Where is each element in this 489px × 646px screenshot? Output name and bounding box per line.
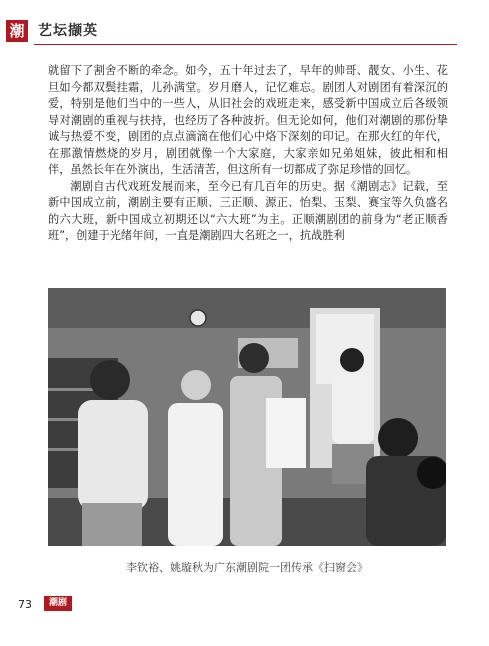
page-header <box>0 0 489 48</box>
chaoju-logo-icon: 潮剧 <box>44 596 72 611</box>
section-title: 艺坛撷英 <box>38 23 98 39</box>
paragraph-1: 就留下了割舍不断的牵念。如今，五十年过去了，早年的帅哥、靓女、小生、花旦如今都双鬓挂霜，儿孙满堂。岁月磨人，记忆难忘。剧团人对剧团有着深沉的爱，特别是他们当中的一些人，从旧社会的戏班走来，感受新中国成立后各级领导对潮剧的重视与扶持，也经历了各种波折。但无论如何，他们对潮剧的那份挚诚与热爱不变，剧团的点点滴滴在他们心中烙下深刻的印记。在那火红的年代，在那激情燃烧的岁月，剧团就像一个大家庭，大家亲如兄弟姐妹，彼此相和相伴，虽然长年在外演出，生活清苦，但这所有一切都成了弥足珍惜的回忆。 <box>48 64 448 176</box>
chao-logo-icon: 潮 <box>6 20 28 42</box>
article-body <box>48 63 448 245</box>
header-divider <box>34 44 457 45</box>
photo-caption: 李钦裕、姚璇秋为广东潮剧院一团传承《扫窗会》 <box>126 561 368 574</box>
performance-photo <box>48 288 446 546</box>
page-number: 73 <box>18 598 32 611</box>
paragraph-2: 潮剧自古代戏班发展而来，至今已有几百年的历史。据《潮剧志》记载，至新中国成立前，潮剧主要有正顺、三正顺、源正、怡梨、玉梨、赛宝等久负盛名的六大班，新中国成立初期还以“六大班”为主。正顺潮剧团的前身为“老正顺香班”，创建于光绪年间，一直是潮剧四大名班之一，抗战胜利 <box>48 179 448 242</box>
photo-illustration <box>48 288 446 546</box>
